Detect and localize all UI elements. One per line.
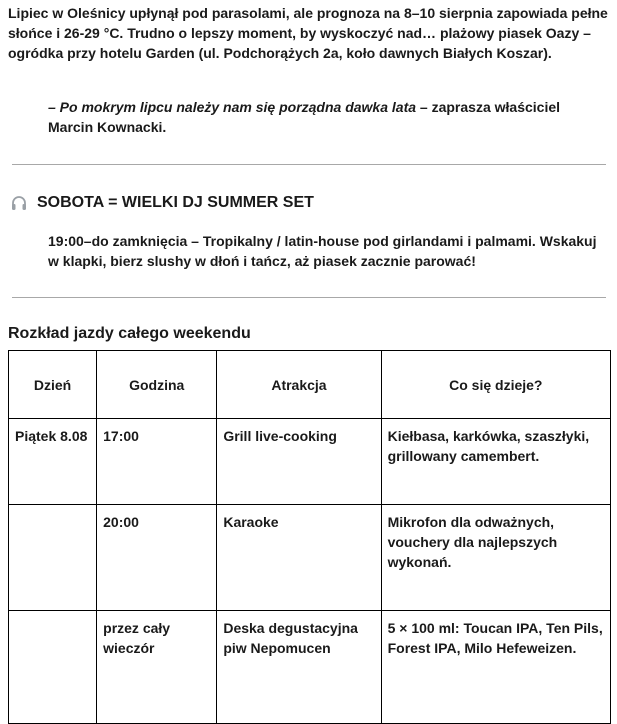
cell-time: 17:00	[97, 419, 217, 505]
cell-attraction: Karaoke	[217, 505, 381, 611]
table-row	[9, 419, 611, 505]
saturday-heading-text: SOBOTA = WIELKI DJ SUMMER SET	[37, 194, 314, 211]
cell-day	[9, 611, 97, 724]
cell-time: 20:00	[97, 505, 217, 611]
quote-italic: – Po mokrym lipcu należy nam się porządna dawka lata	[48, 99, 417, 115]
header-description: Co się dzieje?	[381, 351, 610, 419]
table-row	[9, 611, 611, 724]
saturday-description: 19:00–do zamknięcia – Tropikalny / latin-house pod girlandami i palmami. Wskakuj w klapki, bierz slushy w dłoń i tańcz, aż piasek zacznie parować!	[48, 233, 597, 269]
cell-day	[9, 505, 97, 611]
table-header-row	[9, 351, 611, 419]
header-time: Godzina	[97, 351, 217, 419]
saturday-heading	[10, 193, 314, 213]
cell-description: Mikrofon dla odważnych, vouchery dla najlepszych wykonań.	[381, 505, 610, 611]
cell-description: 5 × 100 ml: Toucan IPA, Ten Pils, Forest IPA, Milo Hefeweizen.	[381, 611, 610, 724]
table-row	[9, 505, 611, 611]
cell-time: przez cały wieczór	[97, 611, 217, 724]
header-day: Dzień	[9, 351, 97, 419]
divider-top	[12, 164, 606, 165]
header-attraction: Atrakcja	[217, 351, 381, 419]
schedule-title: Rozkład jazdy całego weekendu	[8, 325, 251, 342]
schedule-table	[8, 350, 611, 724]
cell-attraction: Deska degustacyjna piw Nepomucen	[217, 611, 381, 724]
quote-attribution: – zaprasza właściciel Marcin Kownacki.	[48, 99, 561, 135]
intro-paragraph: Lipiec w Oleśnicy upłynął pod parasolami, ale prognoza na 8–10 sierpnia zapowiada pełne słońce i 26-29 °C. Trudno o lepszy moment, by wyskoczyć nad… plażowy piasek Oazy – ogródka przy hotelu Garden (ul. Podchorążych 2a, koło dawnych Białych Koszar).	[8, 5, 608, 61]
owner-quote	[48, 97, 598, 137]
cell-description: Kiełbasa, karkówka, szaszłyki, grillowany camembert.	[381, 419, 610, 505]
divider-bottom	[12, 297, 606, 298]
cell-attraction: Grill live-cooking	[217, 419, 381, 505]
cell-day: Piątek 8.08	[9, 419, 97, 505]
headphones-icon	[10, 194, 28, 212]
